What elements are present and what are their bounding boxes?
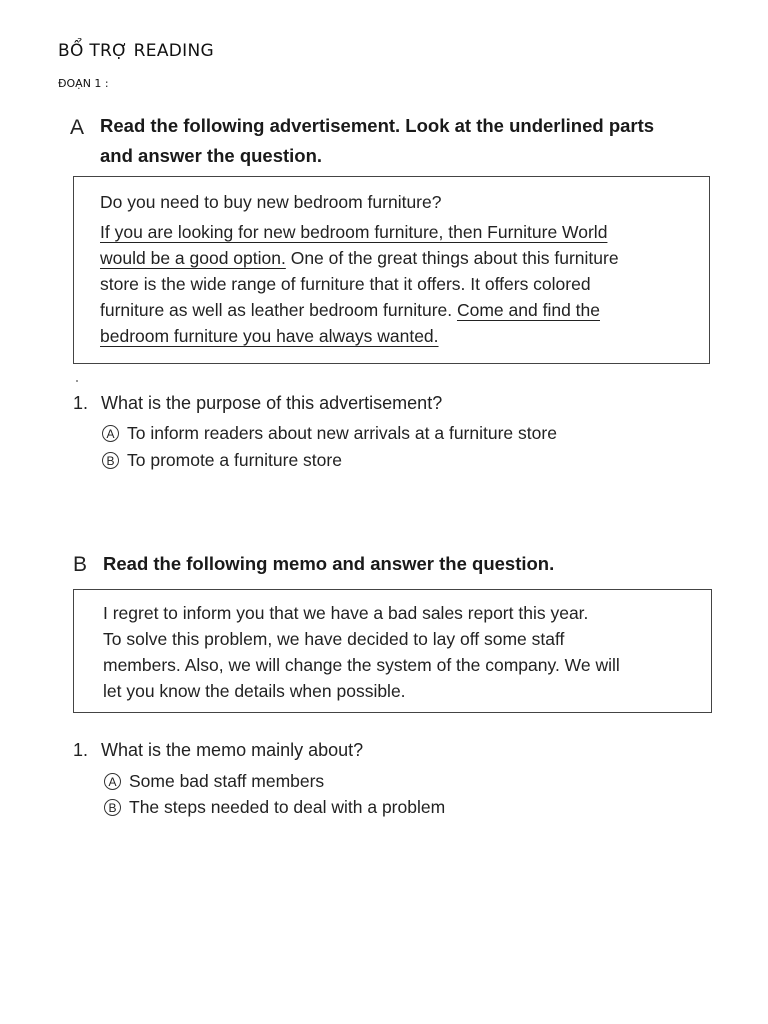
question-number: 1. [73,740,89,760]
section-b-letter: B [73,553,88,576]
memo-line2: To solve this problem, we have decided to lay off some staff [103,629,565,649]
section-a-instruction-line1: Read the following advertisement. Look at the underlined parts [100,115,655,136]
section-b-instruction: Read the following memo and answer the question. [103,553,555,574]
advertisement-line4-underlined: Come and find the [456,300,600,320]
advertisement-line1: If you are looking for new bedroom furniture, then Furniture World [100,222,608,242]
advertisement-heading: Do you need to buy new bedroom furniture? [100,192,442,212]
advertisement-line2-underlined: would be a good option. [100,248,286,268]
question-text: What is the memo mainly about? [101,740,364,760]
section-b-question [73,740,363,761]
option-text: To inform readers about new arrivals at a furniture store [127,423,557,443]
option-marker-a: A [102,425,119,442]
option-marker-b: B [102,452,119,469]
memo-line1: I regret to inform you that we have a bad sales report this year. [103,603,589,623]
section-b-option-b[interactable] [104,797,445,818]
option-text: To promote a furniture store [127,450,342,470]
option-text: The steps needed to deal with a problem [129,797,446,817]
question-text: What is the purpose of this advertisement? [101,393,443,413]
section-a-option-a[interactable] [102,423,557,444]
memo-box [73,589,712,713]
option-marker-b: B [104,799,121,816]
memo-line3: members. Also, we will change the system of the company. We will [103,655,620,675]
section-a-letter: A [70,116,85,139]
page-subtitle: ĐOẠN 1 : [58,77,109,90]
section-a-instruction [100,111,654,171]
section-a-option-b[interactable] [102,450,342,471]
memo-line4: let you know the details when possible. [103,681,406,701]
section-a-instruction-line2: and answer the question. [100,145,323,166]
advertisement-line3: store is the wide range of furniture that it offers. It offers colored [100,274,591,294]
section-a-question [73,393,442,414]
option-text: Some bad staff members [129,771,325,791]
section-b-option-a[interactable] [104,771,324,792]
advertisement-line2-rest: One of the great things about this furniture [285,248,619,268]
advertisement-line5: bedroom furniture you have always wanted. [100,326,439,346]
scan-speck [76,380,78,382]
advertisement-box [73,176,710,364]
advertisement-line4-start: furniture as well as leather bedroom furniture. [100,300,457,320]
page-title: BỔ TRỢ READING [58,41,214,61]
option-marker-a: A [104,773,121,790]
question-number: 1. [73,393,89,413]
